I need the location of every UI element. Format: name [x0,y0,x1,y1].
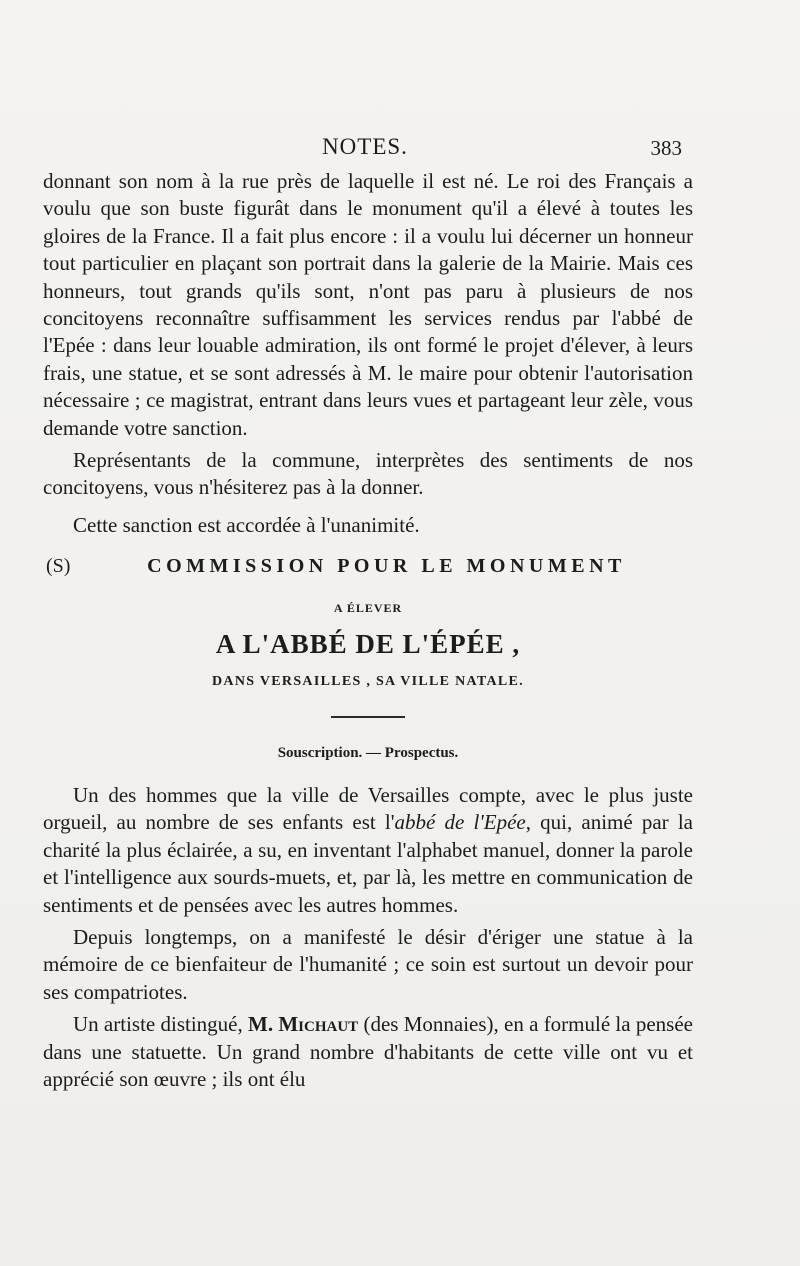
paragraph-6-b: (des Monnaies), en a formulé la pensée dans une statuette. Un grand nombre d'habitants de cette ville ont vu et apprécié son œuvre ; ils ont élu [43,1012,693,1091]
paragraph-3: Cette sanction est accordée à l'unanimité. [73,512,420,537]
note-mark: (S) [46,555,71,578]
running-header [48,134,682,164]
page-body [43,168,693,1093]
prospectus-body [43,782,693,1093]
paragraph-4-b: , qui, animé par la charité la plus éclairée, a su, en inventant l'alphabet manuel, donner la parole et l'intelligence aux sourds-muets, et, par là, les mettre en communication de sentiments et de pensées avec les autres hommes. [43,810,693,917]
paragraph-6-name: M. Michaut [248,1012,359,1037]
note-subtitle-2: DANS VERSAILLES , SA VILLE NATALE. [212,674,524,690]
page-number: 383 [650,136,682,160]
paragraph-6-a: Un artiste distingué, [73,1012,249,1037]
paragraph-4-a: Un des hommes que la ville de Versailles compte, avec le plus juste orgueil, au nombre de ses enfants est l' [43,782,693,835]
paragraph-6 [43,1011,693,1093]
paragraph-4 [43,782,693,919]
note-heading-line [43,553,693,583]
note-subtitle-1: A ÉLEVER [333,601,403,616]
souscription-heading: Souscription. — Prospectus. [277,744,459,761]
running-title: NOTES. [322,134,408,159]
note-title: COMMISSION POUR LE MONUMENT [147,555,626,578]
paragraph-4-emphasis: abbé de l'Epée [394,810,526,835]
paragraph-1: donnant son nom à la rue près de laquelle il est né. Le roi des Français a voulu que son buste figurât dans le monument qu'il a élevé à toutes les gloires de la France. Il a fait plus encore : il a voulu lui décerner un honneur tout particulier en plaçant son portrait dans la galerie de la Mairie. Mais ces honneurs, tout grands qu'ils sont, n'ont pas paru à plusieurs de nos concitoyens reconnaître suffisamment les services rendus par l'abbé de l'Epée : dans leur louable admiration, ils ont formé le projet d'élever, à leurs frais, une statue, et se sont adressés à M. le maire pour obtenir l'autorisation nécessaire ; ce magistrat, entrant dans leurs vues et partageant leur zèle, vous demande votre sanction. [43,169,693,440]
paragraph-2: Représentants de la commune, interprètes des sentiments de nos concitoyens, vous n'hésiterez pas à la donner. [43,448,693,500]
note-main-title: A L'ABBÉ DE L'ÉPÉE , [215,628,521,659]
paragraph-5: Depuis longtemps, on a manifesté le désir d'ériger une statue à la mémoire de ce bienfaiteur de l'humanité ; ce soin est surtout un devoir pour ses compatriotes. [43,924,693,1004]
divider-rule [331,716,405,718]
